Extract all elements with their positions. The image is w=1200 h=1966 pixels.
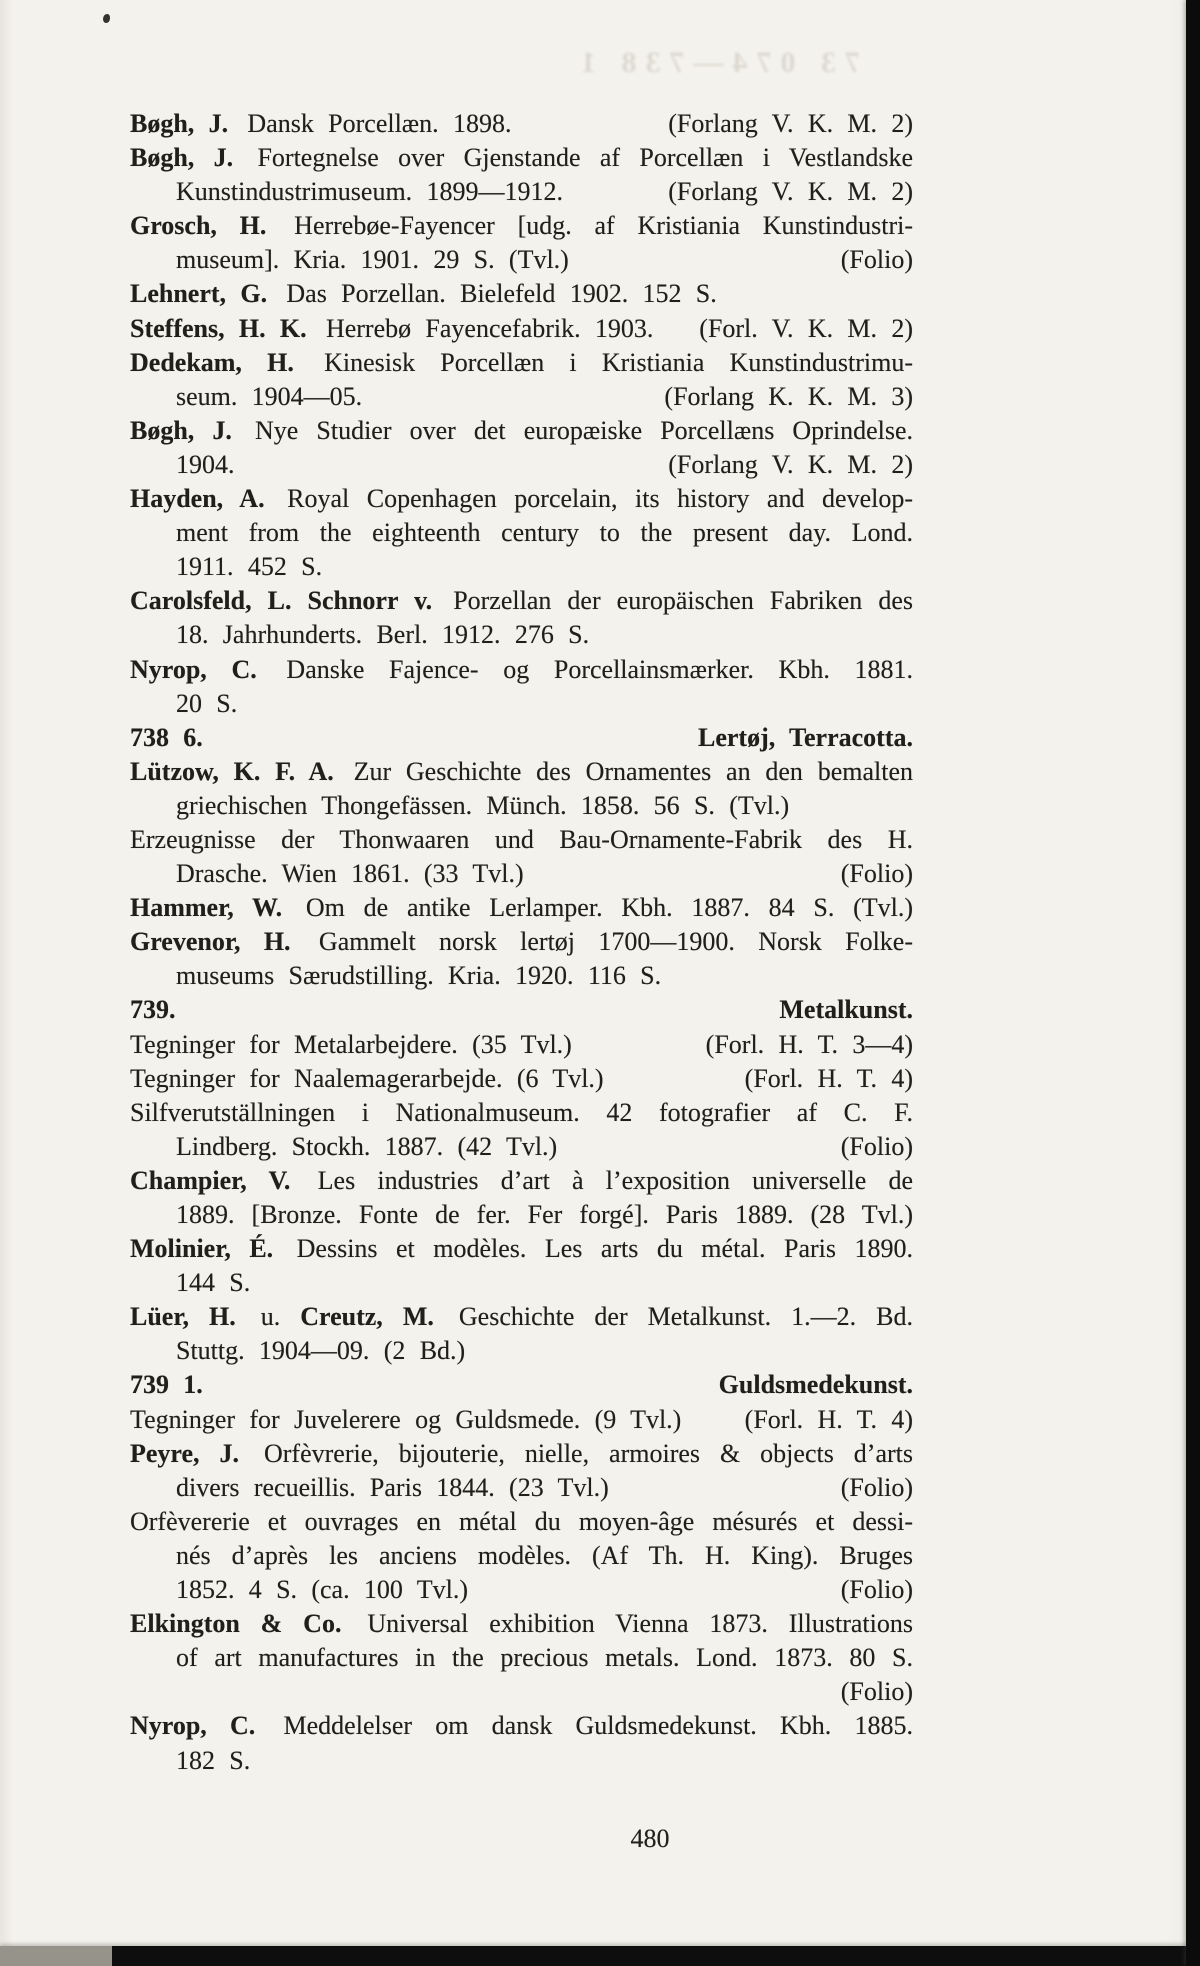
line-text [130,1234,913,1263]
scan-edge-bottom [0,1946,1200,1966]
entry-text: Erzeugnisse der Thonwaaren und Bau-Ornamente-Fabrik des H. [130,824,913,854]
line-text [130,279,717,308]
bib-line [130,380,913,414]
entry-text: Les industries d’art à l’exposition universelle de [317,1165,913,1195]
scan-edge-right [1186,0,1200,1966]
line-text [176,857,524,891]
entry-text: ment from the eighteenth century to the present day. Lond. [176,518,913,548]
line-text [130,927,913,956]
bib-line [130,1164,913,1198]
line-text [130,1711,913,1740]
author-name: Lützow, K. F. A. [130,756,334,786]
entry-text: Om de antike Lerlamper. Kbh. 1887. 84 S. (Tvl.) [305,893,913,923]
availability-mark: (Forl. H. T. 4) [744,1063,913,1093]
availability-mark: (Forl. H. T. 3—4) [705,1029,913,1059]
bib-line [130,755,913,789]
entry-text: museum]. Kria. 1901. 29 S. (Tvl.) [176,245,569,275]
entry-text: museums Særudstilling. Kria. 1920. 116 S. [176,961,662,991]
entry-text: 20 S. [176,688,238,718]
availability-mark: (Folio) [840,1472,913,1502]
author-name: Peyre, J. [130,1438,240,1468]
entry-text: 1889. [Bronze. Fonte de fer. Fer forgé]. Paris 1889. (28 Tvl.) [176,1200,913,1229]
entry-text: Stuttg. 1904—09. (2 Bd.) [176,1336,466,1366]
author-name: Nyrop, C. [130,654,257,684]
entry-text: Kinesisk Porcellæn i Kristiania Kunstindustrimu- [324,347,914,377]
availability-mark: (Forlang V. K. M. 2) [668,449,913,479]
bib-line [130,925,913,959]
bib-line [130,141,913,175]
line-text [176,380,362,414]
bib-line [130,1266,913,1300]
section-header-line [130,721,913,755]
bib-line [130,584,913,618]
line-text [130,825,913,854]
availability-mark: (Forl. V. K. M. 2) [699,313,913,343]
line-text [130,312,653,346]
bib-line [130,346,913,380]
line-text [176,1471,609,1505]
bib-line [130,1028,913,1062]
bib-line [130,312,913,346]
bib-line [130,1471,913,1505]
entry-text: Herrebø Fayencefabrik. 1903. [325,313,654,343]
bib-line [130,448,913,482]
bib-line [130,1403,913,1437]
entry-text: 1852. 4 S. (ca. 100 Tvl.) [176,1575,468,1605]
entry-text: 144 S. [176,1268,251,1298]
bib-line [130,789,913,823]
author-name: Steffens, H. K. [130,313,307,343]
bib-line [130,1232,913,1266]
line-text [176,961,661,990]
entry-text: Tegninger for Juvelerere og Guldsmede. (9 Tvl.) [130,1404,682,1434]
line-text [130,893,913,922]
bib-line [130,175,913,209]
line-text [176,1643,913,1672]
line-text [176,518,913,547]
section-header-line [130,1368,913,1402]
availability-mark: (Forl. H. T. 4) [744,1404,913,1434]
line-text [176,1336,465,1365]
entry-text: Orfèvrerie, bijouterie, nielle, armoires & objects d’arts [264,1438,913,1468]
line-text [130,143,913,172]
bib-line [130,857,913,891]
line-text [130,586,913,615]
author-name: Molinier, É. [130,1234,274,1264]
entry-text: divers recueillis. Paris 1844. (23 Tvl.) [176,1472,609,1502]
entry-text: Universal exhibition Vienna 1873. Illustrations [367,1609,913,1639]
line-text [176,175,563,209]
entry-text: nés d’après les anciens modèles. (Af Th. H. King). Bruges [176,1540,913,1570]
entry-text: Herrebøe-Fayencer [udg. af Kristiania Kunstindustri- [294,211,913,241]
author-name: 738 6. [130,722,203,752]
line-text [130,1166,913,1195]
entry-text: Gammelt norsk lertøj 1700—1900. Norsk Folke- [318,927,913,957]
author-name: 739 1. [130,1370,203,1400]
text-block [130,107,913,1778]
bib-line [130,1096,913,1130]
bib-line [130,1334,913,1368]
author-name: Bøgh, J. [130,143,234,173]
entry-text: Lindberg. Stockh. 1887. (42 Tvl.) [176,1131,558,1161]
author-name: Lüer, H. [130,1302,236,1332]
author-name: Carolsfeld, L. Schnorr v. [130,586,433,616]
entry-text: Silfverutställningen i Nationalmuseum. 42 fotografier af C. F. [130,1097,913,1127]
bib-line [130,1198,913,1232]
bib-line [130,1675,913,1709]
line-text [176,448,235,482]
entry-text: Kunstindustrimuseum. 1899—1912. [176,177,563,207]
author-name: Bøgh, J. [130,415,232,445]
line-text [176,552,322,581]
availability-mark: (Folio) [840,859,913,889]
bib-line [130,1539,913,1573]
availability-mark: (Folio) [840,1677,913,1707]
bib-line [130,277,913,311]
bib-line [130,550,913,584]
line-text [176,620,589,649]
availability-mark: (Forlang V. K. M. 2) [668,177,913,207]
section-title: Guldsmedekunst. [718,1370,913,1400]
line-text [176,1130,557,1164]
bib-line [130,1062,913,1096]
bib-line [130,891,913,925]
line-text [176,243,569,277]
entry-text: u. [260,1302,281,1332]
bib-line [130,1641,913,1675]
entry-text: griechischen Thongefässen. Münch. 1858. 56 S. (Tvl.) [176,790,790,820]
section-header-line [130,993,913,1027]
author-name: Nyrop, C. [130,1711,256,1741]
line-text [130,416,913,445]
bib-line [130,1573,913,1607]
line-text [130,1028,572,1062]
availability-mark: (Forlang V. K. M. 2) [668,109,913,138]
entry-text: Tegninger for Naalemagerarbejde. (6 Tvl.) [130,1063,604,1093]
line-text [176,1746,250,1775]
section-title: Lertøj, Terracotta. [697,722,913,752]
line-text [130,721,208,755]
section-title: Metalkunst. [779,995,913,1025]
line-text [130,1609,913,1638]
author-name: Grevenor, H. [130,927,291,957]
line-text [130,1403,681,1437]
line-text [176,1573,468,1607]
bib-line [130,823,913,857]
line-text [176,1541,913,1570]
entry-text: 18. Jahrhunderts. Berl. 1912. 276 S. [176,620,590,650]
entry-text: 182 S. [176,1745,251,1775]
bib-line [130,107,913,141]
line-text [130,107,511,141]
entry-text: Tegninger for Metalarbejdere. (35 Tvl.) [130,1029,572,1059]
bib-line [130,209,913,243]
author-name: Hayden, A. [130,484,265,514]
bib-line [130,1607,913,1641]
line-text [130,757,913,786]
page-number: 480 [630,1824,670,1853]
line-text [130,1062,604,1096]
line-text [130,1507,913,1536]
entry-text: Meddelelser om dansk Guldsmedekunst. Kbh. 1885. [283,1711,913,1741]
line-text [130,993,181,1027]
author-name: Creutz, M. [300,1302,434,1332]
line-text [130,655,913,684]
entry-text: Fortegnelse over Gjenstande af Porcellæn i Vestlandske [257,143,913,173]
bib-line [130,653,913,687]
line-text [130,348,913,377]
bib-line [130,414,913,448]
line-text [130,1098,913,1127]
scan-edge-bottom-left [0,1946,112,1966]
bib-line [130,1744,913,1778]
entry-text: Nye Studier over det europæiske Porcellæns Oprindelse. [254,415,913,445]
entry-text: 1911. 452 S. [176,552,323,582]
bleed-through-text: 73 074—738 1 [572,46,860,79]
availability-mark: (Folio) [840,1575,913,1605]
line-text [130,1368,208,1402]
author-name: Champier, V. [130,1165,291,1195]
entry-text: 1904. [176,449,235,479]
line-text [176,689,237,718]
line-text [130,1302,913,1331]
bib-line [130,1130,913,1164]
bib-line [130,959,913,993]
bib-line [130,243,913,277]
entry-text: of art manufactures in the precious metals. Lond. 1873. 80 S. [176,1643,913,1673]
bib-line [130,1300,913,1334]
line-text [176,1200,913,1229]
author-name: Grosch, H. [130,211,267,241]
bib-line [130,687,913,721]
author-name: Hammer, W. [130,893,283,923]
entry-text: Royal Copenhagen porcelain, its history and develop- [287,484,913,514]
line-text [130,211,913,240]
entry-text: Danske Fajence- og Porcellainsmærker. Kbh. 1881. [286,654,913,684]
bib-line [130,516,913,550]
bib-line [130,1709,913,1743]
availability-mark: (Folio) [840,245,913,275]
bib-line [130,1505,913,1539]
entry-text: Zur Geschichte des Ornamentes an den bemalten [353,756,913,786]
line-text [176,1268,250,1297]
author-name: Lehnert, G. [130,279,268,309]
bib-line [130,1437,913,1471]
entry-text: Dessins et modèles. Les arts du métal. Paris 1890. [296,1234,913,1264]
ink-speck [103,14,110,23]
entry-text: Dansk Porcellæn. 1898. [247,109,512,138]
bib-line [130,618,913,652]
line-text [130,1439,913,1468]
entry-text: seum. 1904—05. [176,381,363,411]
entry-text: Das Porzellan. Bielefeld 1902. 152 S. [286,279,717,309]
entry-text: Drasche. Wien 1861. (33 Tvl.) [176,859,524,889]
author-name: Bøgh, J. [130,109,229,138]
author-name: Elkington & Co. [130,1609,342,1639]
line-text [176,791,789,820]
entry-text: Porzellan der europäischen Fabriken des [453,586,913,616]
availability-mark: (Forlang K. K. M. 3) [664,381,913,411]
author-name: Dedekam, H. [130,347,294,377]
author-name: 739. [130,995,176,1025]
line-text [130,484,913,513]
bib-line [130,482,913,516]
entry-text: Orfèvererie et ouvrages en métal du moyen-âge mésurés et dessi- [130,1506,913,1536]
availability-mark: (Folio) [840,1131,913,1161]
entry-text: Geschichte der Metalkunst. 1.—2. Bd. [458,1302,913,1332]
